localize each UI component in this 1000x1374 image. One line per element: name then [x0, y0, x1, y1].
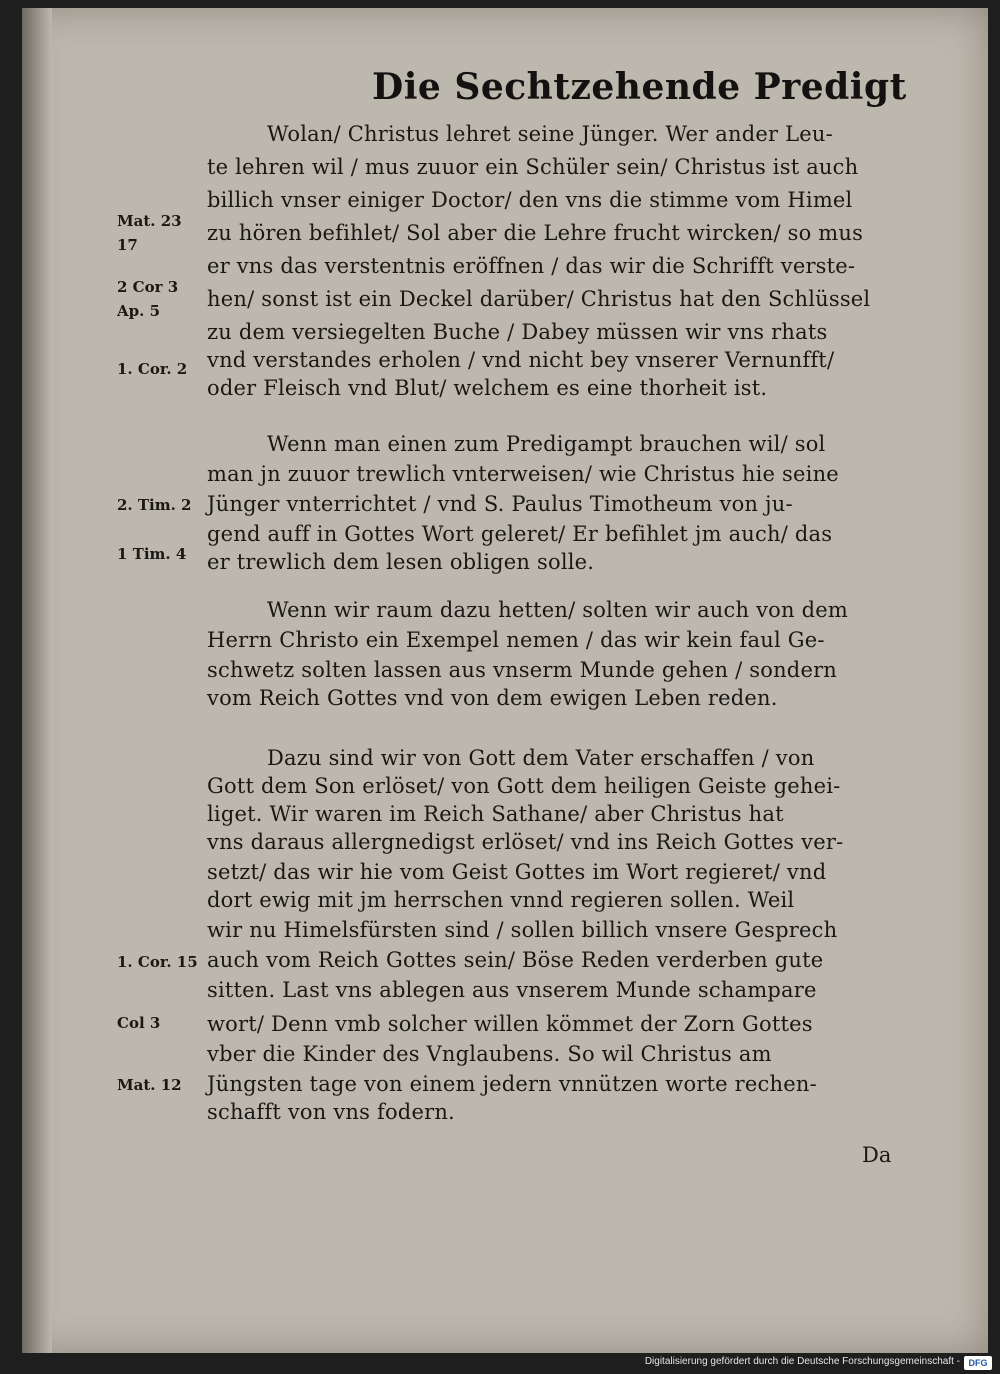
- text-line: wort/ Denn vmb solcher willen kömmet der Zorn Gottes: [207, 1012, 813, 1036]
- text-line: vns daraus allergnedigst erlöset/ vnd ins Reich Gottes ver-: [207, 830, 844, 854]
- text-line: Wenn wir raum dazu hetten/ solten wir auch von dem: [267, 598, 848, 622]
- page-spine-shadow: [22, 8, 52, 1353]
- margin-note: 1. Cor. 15: [117, 953, 198, 971]
- margin-note: Ap. 5: [117, 302, 161, 320]
- text-line: schafft von vns fodern.: [207, 1100, 455, 1124]
- text-line: Jüngsten tage von einem jedern vnnützen worte rechen-: [207, 1072, 817, 1096]
- footer-credit-text: Digitalisierung gefördert durch die Deutsche Forschungsgemeinschaft -: [644, 1356, 960, 1367]
- page-title: Die Sechtzehende Predigt: [372, 66, 907, 108]
- text-line: auch vom Reich Gottes sein/ Böse Reden verderben gute: [207, 948, 824, 972]
- text-line: Dazu sind wir von Gott dem Vater erschaffen / von: [267, 746, 815, 770]
- text-line: zu hören befihlet/ Sol aber die Lehre frucht wircken/ so mus: [207, 221, 864, 245]
- margin-note: 2 Cor 3: [117, 278, 179, 296]
- margin-note: Mat. 12: [117, 1076, 182, 1094]
- text-line: gend auff in Gottes Wort geleret/ Er befihlet jm auch/ das: [207, 522, 833, 546]
- margin-note: 1. Cor. 2: [117, 360, 188, 378]
- margin-note: 17: [117, 236, 138, 254]
- text-line: man jn zuuor trewlich vnterweisen/ wie Christus hie seine: [207, 462, 839, 486]
- text-line: setzt/ das wir hie vom Geist Gottes im Wort regieret/ vnd: [207, 860, 827, 884]
- text-line: oder Fleisch vnd Blut/ welchem es eine thorheit ist.: [207, 376, 768, 400]
- catchword: Da: [862, 1143, 892, 1167]
- margin-note: 1 Tim. 4: [117, 545, 187, 563]
- text-line: er trewlich dem lesen obligen solle.: [207, 550, 595, 574]
- scanned-page: [22, 8, 988, 1353]
- margin-note: 2. Tim. 2: [117, 496, 192, 514]
- text-line: dort ewig mit jm herrschen vnnd regieren sollen. Weil: [207, 888, 795, 912]
- text-line: vber die Kinder des Vnglaubens. So wil Christus am: [207, 1042, 772, 1066]
- text-line: schwetz solten lassen aus vnserm Munde gehen / sondern: [207, 658, 838, 682]
- text-line: Gott dem Son erlöset/ von Gott dem heiligen Geiste gehei-: [207, 774, 841, 798]
- text-line: billich vnser einiger Doctor/ den vns die stimme vom Himel: [207, 188, 853, 212]
- text-line: sitten. Last vns ablegen aus vnserem Munde schampare: [207, 978, 817, 1002]
- dfg-logo-icon: DFG: [964, 1356, 992, 1370]
- text-line: Wolan/ Christus lehret seine Jünger. Wer ander Leu-: [267, 122, 833, 146]
- digitization-footer: [0, 1353, 1000, 1374]
- text-line: vom Reich Gottes vnd von dem ewigen Leben reden.: [207, 686, 778, 710]
- text-line: vnd verstandes erholen / vnd nicht bey vnserer Vernunfft/: [207, 348, 835, 372]
- text-line: hen/ sonst ist ein Deckel darüber/ Christus hat den Schlüssel: [207, 287, 871, 311]
- text-line: Jünger vnterrichtet / vnd S. Paulus Timotheum von ju-: [207, 492, 793, 516]
- margin-note: Mat. 23: [117, 212, 182, 230]
- text-line: Wenn man einen zum Predigampt brauchen wil/ sol: [267, 432, 826, 456]
- margin-note: Col 3: [117, 1014, 161, 1032]
- text-line: wir nu Himelsfürsten sind / sollen billich vnsere Gesprech: [207, 918, 838, 942]
- text-line: te lehren wil / mus zuuor ein Schüler sein/ Christus ist auch: [207, 155, 859, 179]
- text-line: zu dem versiegelten Buche / Dabey müssen wir vns rhats: [207, 320, 828, 344]
- text-line: er vns das verstentnis eröffnen / das wir die Schrifft verste-: [207, 254, 856, 278]
- text-line: liget. Wir waren im Reich Sathane/ aber Christus hat: [207, 802, 784, 826]
- text-line: Herrn Christo ein Exempel nemen / das wir kein faul Ge-: [207, 628, 825, 652]
